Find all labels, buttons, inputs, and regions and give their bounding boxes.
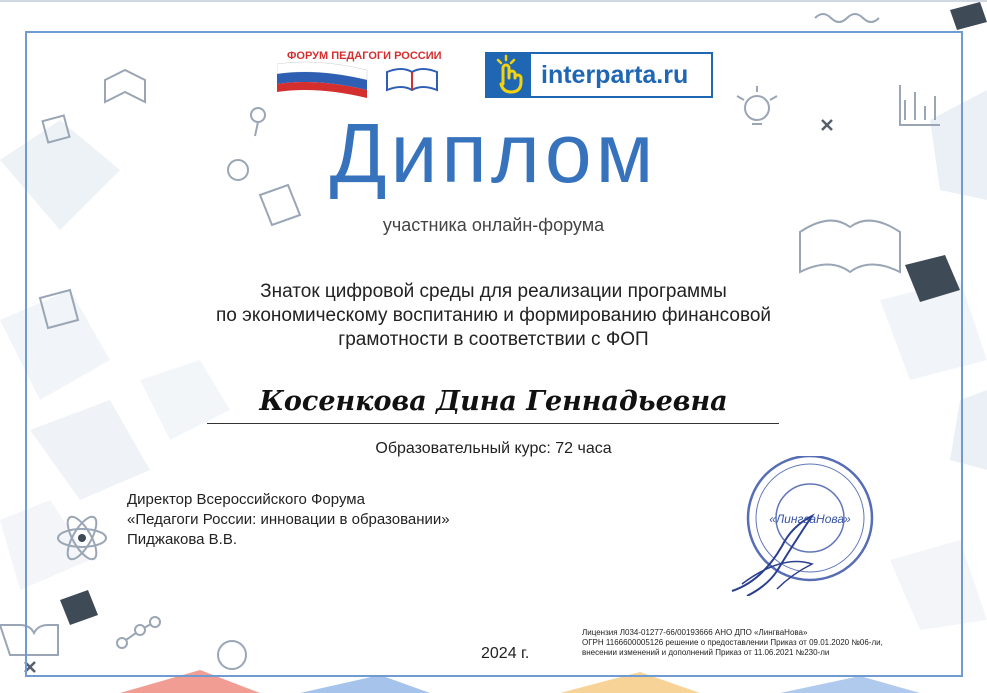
- organization-stamp: [722, 456, 882, 596]
- topic-text: [180, 280, 807, 352]
- director-block: [127, 490, 450, 550]
- recipient-name: Косенкова Дина Геннадьевна: [259, 386, 728, 417]
- diploma-title: Диплом: [329, 106, 658, 200]
- director-line: Пиджакова В.В.: [127, 531, 238, 548]
- license-info: [582, 628, 883, 658]
- topic-line: по экономическому воспитанию и формированию финансовой: [216, 305, 771, 326]
- course-info: Образовательный курс: 72 часа: [375, 440, 612, 457]
- director-line: Директор Всероссийского Форума: [127, 491, 365, 508]
- director-line: «Педагоги России: инновации в образовании»: [127, 511, 450, 528]
- stamp-center-text: «ЛингваНова»: [769, 512, 851, 526]
- diploma-subtitle: участника онлайн-форума: [382, 215, 605, 235]
- forum-logo: [277, 50, 447, 98]
- topic-line: грамотности в соответствии с ФОП: [338, 329, 649, 350]
- interparta-logo-text: interparta.ru: [541, 61, 689, 89]
- interparta-logo: [485, 52, 713, 98]
- license-line: Лицензия Л034-01277-66/00193666 АНО ДПО «ЛингваНова»: [582, 628, 808, 637]
- year-text: 2024 г.: [481, 645, 530, 662]
- license-line: внесении изменений и дополнений Приказ от 11.06.2021 №230-ли: [582, 648, 830, 657]
- forum-logo-text: ФОРУМ ПЕДАГОГИ РОССИИ: [287, 50, 442, 62]
- hand-icon: [487, 54, 531, 96]
- russia-flag-book-icon: [277, 50, 447, 98]
- name-underline: [207, 423, 779, 424]
- license-line: ОГРН 1166600005126 решение о предоставлении Приказ от 09.01.2020 №06-ли,: [582, 638, 883, 647]
- topic-line: Знаток цифровой среды для реализации программы: [260, 281, 727, 302]
